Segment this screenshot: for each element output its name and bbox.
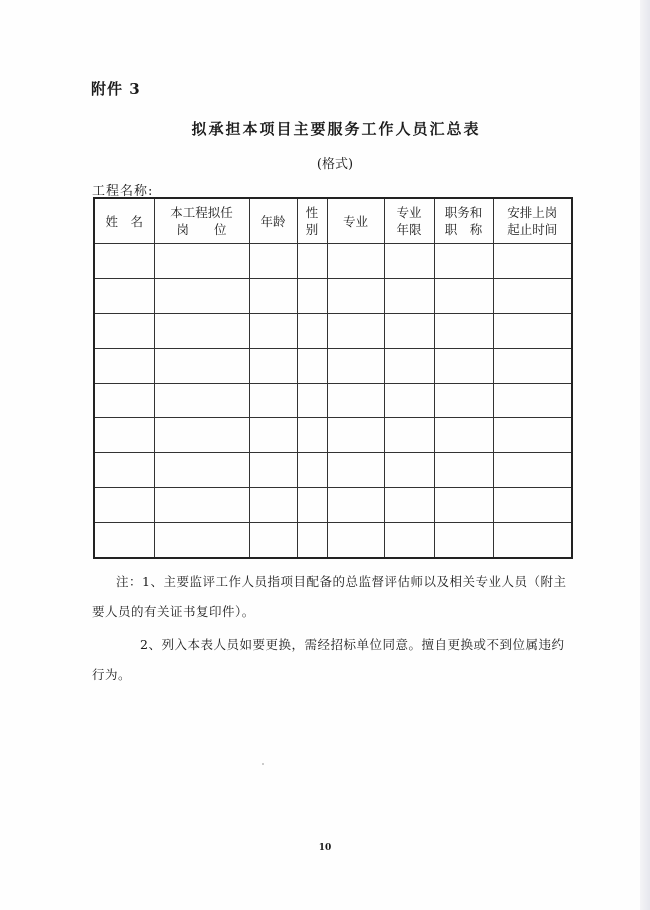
table-row [94,278,572,313]
table-cell [154,244,249,279]
table-cell [384,383,434,418]
header-major: 专业 [327,198,384,244]
table-cell [154,348,249,383]
table-cell [384,313,434,348]
table-cell [297,244,327,279]
table-cell [384,244,434,279]
table-row [94,418,572,453]
document-title: 拟承担本项目主要服务工作人员汇总表 [191,120,481,138]
table-cell [434,523,493,559]
table-cell [94,278,154,313]
table-cell [493,244,572,279]
table-cell [327,488,384,523]
table-cell [154,278,249,313]
table-cell [434,348,493,383]
table-row [94,453,572,488]
table-cell [154,418,249,453]
table-cell [94,418,154,453]
table-cell [297,278,327,313]
table-cell [249,348,297,383]
table-cell [249,278,297,313]
header-gender: 性 别 [297,198,327,244]
table-cell [493,453,572,488]
project-name-label: 工程名称: [92,184,154,199]
table-header-row [94,198,572,244]
table-cell [327,244,384,279]
table-cell [493,523,572,559]
table-cell [384,278,434,313]
table-cell [434,383,493,418]
table-body [94,244,572,559]
table-cell [154,313,249,348]
staff-summary-table [93,197,573,559]
header-years: 专业 年限 [384,198,434,244]
table-cell [434,244,493,279]
table-cell [297,348,327,383]
header-period: 安排上岗 起止时间 [493,198,572,244]
header-title: 职务和 职 称 [434,198,493,244]
table-cell [384,488,434,523]
table-cell [94,244,154,279]
table-cell [493,383,572,418]
table-cell [297,418,327,453]
table-cell [493,313,572,348]
table-cell [94,313,154,348]
table-cell [297,488,327,523]
table-cell [154,488,249,523]
table-cell [384,523,434,559]
table-cell [327,313,384,348]
document-subtitle: (格式) [316,157,354,172]
header-age: 年龄 [249,198,297,244]
table-cell [493,348,572,383]
table-cell [434,453,493,488]
table-cell [384,418,434,453]
table-cell [327,453,384,488]
table-cell [384,453,434,488]
table-cell [327,418,384,453]
table-cell [94,383,154,418]
table-row [94,348,572,383]
table-cell [434,313,493,348]
table-cell [94,488,154,523]
table-row [94,383,572,418]
table-cell [327,523,384,559]
table-row [94,244,572,279]
table-cell [493,278,572,313]
attachment-label: 附件 3 [91,80,141,98]
table-cell [154,453,249,488]
table-cell [297,453,327,488]
header-name: 姓 名 [94,198,154,244]
note-2: 2、列入本表人员如要更换，需经招标单位同意。擅自更换或不到位属违约行为。 [92,637,565,682]
page-number: 10 [318,843,332,853]
table-cell [249,453,297,488]
table-cell [249,244,297,279]
table-row [94,523,572,559]
table-cell [434,278,493,313]
table-cell [154,383,249,418]
table-cell [493,488,572,523]
note-1: 注：1、主要监评工作人员指项目配备的总监督评估师以及相关专业人员（附主要人员的有关证书复印件）。 [92,574,567,619]
table-cell [249,523,297,559]
table-cell [94,348,154,383]
table-cell [434,418,493,453]
table-cell [493,418,572,453]
table-cell [249,313,297,348]
table-cell [384,348,434,383]
table-cell [297,313,327,348]
table-row [94,488,572,523]
table-cell [94,523,154,559]
table-cell [327,383,384,418]
table-row [94,313,572,348]
table-cell [327,348,384,383]
table-cell [249,488,297,523]
table-cell [249,418,297,453]
table-cell [297,523,327,559]
table-cell [94,453,154,488]
table-cell [434,488,493,523]
header-position: 本工程拟任 岗 位 [154,198,249,244]
table-cell [154,523,249,559]
table-cell [297,383,327,418]
table-cell [327,278,384,313]
scan-speck [262,763,264,765]
table-cell [249,383,297,418]
